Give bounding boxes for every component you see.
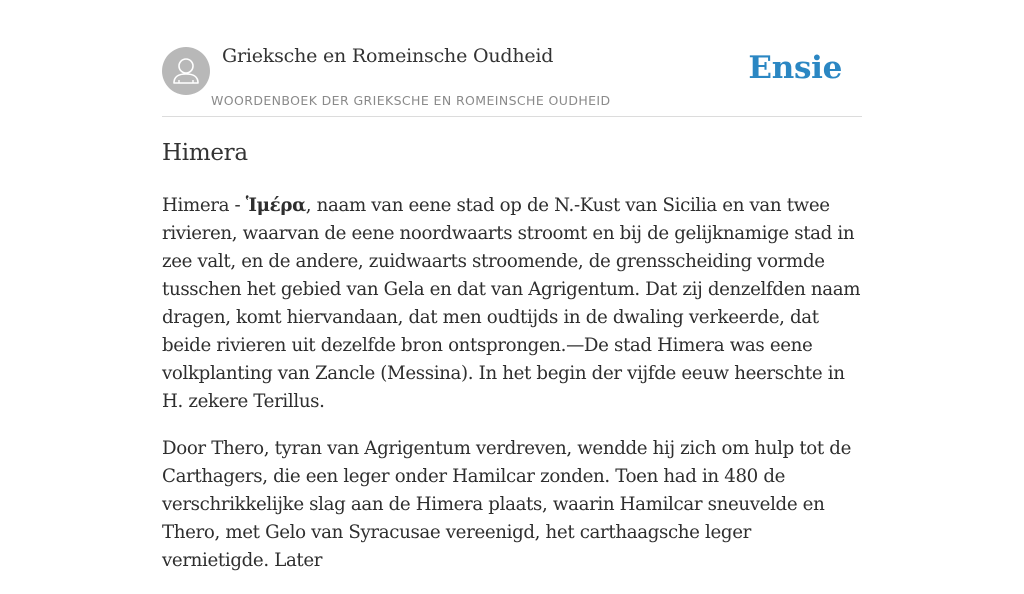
entry-paragraph-2: Door Thero, tyran van Agrigentum verdreven, wendde hij zich om hulp tot de Carthagers, die een leger onder Hamilcar zonden. Toen had in 480 de verschrikkelijke slag aan de Himera plaats, waarin Hamilcar sneuvelde en Thero, met Gelo van Syracusae vereenigd, het carthaagsche leger vernietigde. Later [162,438,852,571]
brand-logo-link[interactable]: Ensie [748,50,842,86]
dictionary-title-link[interactable]: Grieksche en Romeinsche Oudheid [222,45,554,67]
dictionary-subtitle: WOORDENBOEK DER GRIEKSCHE EN ROMEINSCHE OUDHEID [211,93,611,108]
entry-paragraph-1-text: , naam van eene stad op de N.-Kust van Sicilia en van twee rivieren, waarvan de eene noordwaarts stroomt en bij de gelijknamige stad in zee valt, en de andere, zuidwaarts stroomende, de grensscheiding vormde tusschen het gebied van Gela en dat van Agrigentum. Dat zij denzelfden naam dragen, komt hiervandaan, dat men oudtijds in de dwaling verkeerde, dat beide rivieren uit dezelfde bron ontsprongen.—De stad Himera was eene volkplanting van Zancle (Messina). In het begin der vijfde eeuw heerschte in H. zekere Terillus. [162,195,861,412]
greek-term: Ἱμέρα [245,195,306,216]
entry-content [162,192,862,594]
header [162,0,862,117]
dictionary-avatar[interactable] [162,47,210,95]
user-silhouette-icon [162,47,210,95]
entry-term: Himera - [162,195,246,216]
entry-title: Himera [162,140,248,166]
page [162,0,862,571]
entry-paragraph-1 [162,192,862,416]
